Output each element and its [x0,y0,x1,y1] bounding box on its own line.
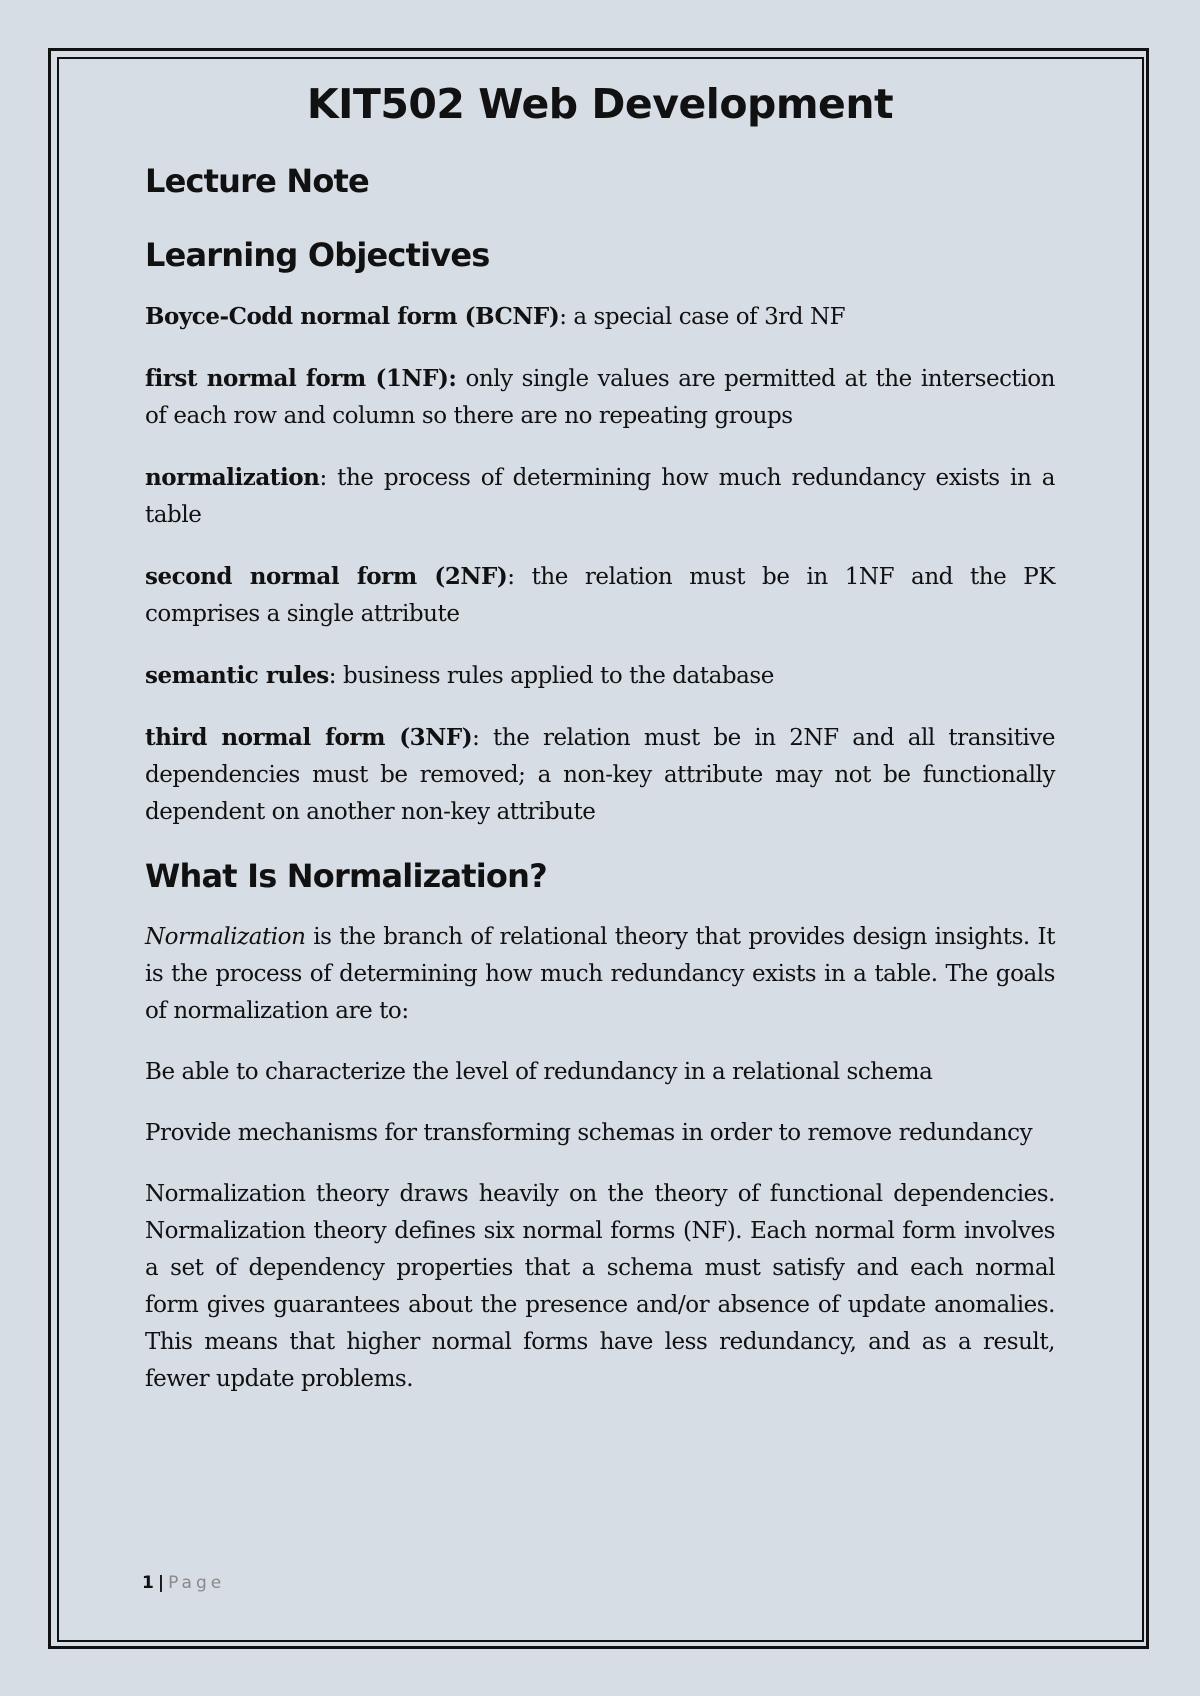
glossary-item-bcnf [145,298,1055,336]
glossary-definition: : business rules applied to the database [328,663,774,689]
glossary-definition: : a special case of 3rd NF [559,304,846,330]
lecture-note-heading: Lecture Note [145,162,369,200]
glossary-item-semantic-rules [145,657,1055,695]
glossary-term: second normal form (2NF) [145,563,508,590]
what-is-normalization-heading: What Is Normalization? [145,857,547,895]
page-label: Page [168,1573,226,1593]
glossary-term: third normal form (3NF) [145,724,473,751]
glossary-item-1nf [145,360,1055,435]
page-content [145,78,1055,1422]
intro-paragraph [145,919,1055,1030]
learning-objectives-heading: Learning Objectives [145,236,490,274]
page-number: 1 [142,1573,154,1593]
closing-paragraph: Normalization theory draws heavily on the theory of functional dependencies. Normalization theory defines six normal forms (NF). Each normal form involves a set of dependency properties that a schema must satisfy and each normal form gives guarantees about the presence and/or absence of update anomalies. This means that higher normal forms have less redundancy, and as a result, fewer update problems. [145,1181,1055,1392]
glossary-definition: : the process of determining how much redundancy exists in a table [145,465,1055,528]
goal-paragraph-1: Be able to characterize the level of redundancy in a relational schema [145,1059,933,1085]
glossary-term: Boyce-Codd normal form (BCNF) [145,303,560,330]
footer-separator: | [157,1573,165,1593]
intro-text: is the branch of relational theory that provides design insights. It is the process of determining how much redundancy exists in a table. The goals of normalization are to: [145,924,1055,1024]
glossary-definition: : the relation must be in 1NF and the PK comprises a single attribute [145,564,1055,627]
glossary-definition: : the relation must be in 2NF and all transitive dependencies must be removed; a non-key attribute may not be functionally dependent on another non-key attribute [145,725,1055,825]
glossary-item-2nf [145,558,1055,633]
glossary-term: semantic rules [145,662,329,689]
glossary-item-normalization [145,459,1055,534]
glossary-item-3nf [145,719,1055,831]
goal-paragraph-2: Provide mechanisms for transforming schemas in order to remove redundancy [145,1120,1033,1146]
glossary-term: normalization [145,464,320,491]
page-footer [142,1573,225,1593]
glossary-definition: only single values are permitted at the intersection of each row and column so there are no repeating groups [145,366,1055,429]
glossary-term: first normal form (1NF): [145,365,457,392]
document-title: KIT502 Web Development [306,80,894,128]
intro-italic-term: Normalization [145,924,306,950]
